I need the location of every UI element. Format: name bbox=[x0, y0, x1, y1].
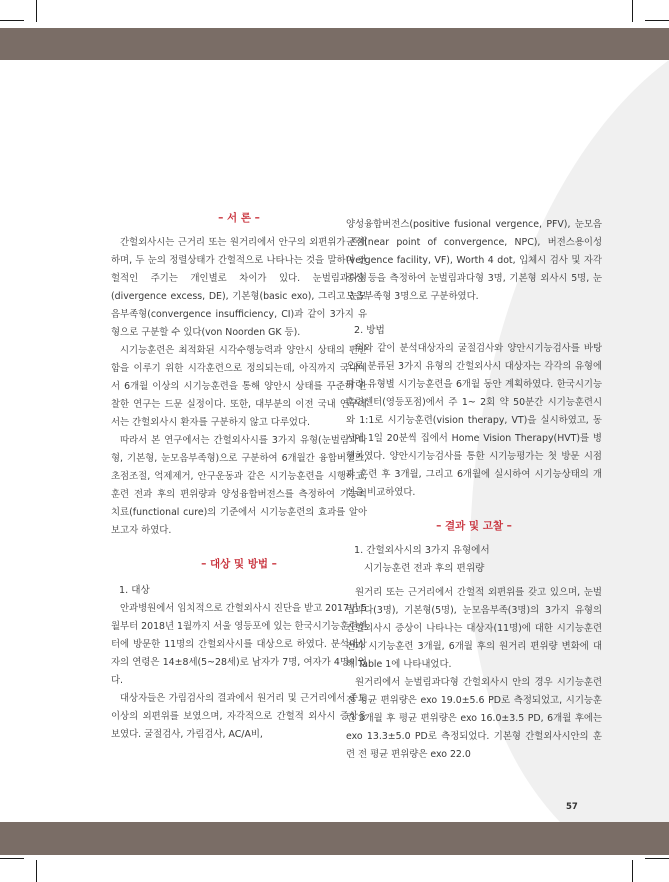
results-subheading bbox=[354, 542, 602, 578]
crop-mark bbox=[632, 860, 633, 882]
crop-mark bbox=[36, 860, 37, 882]
subjects-paragraph-1: 안과병원에서 임치적으로 간헐외사시 진단을 받고 2017년 5월부터 2018년 1월까지 서울 영등포에 있는 한국시기능훈련센터에 방문한 11명의 간헐외사시를 대상으로 하였다. 분석대상자의 연령은 14±8세(5~28세)로 남자가 7명, 여자가 4명이었다. bbox=[111, 603, 367, 686]
results-subheading-line-2: 시기능훈련 전과 후의 편위량 bbox=[364, 563, 485, 574]
crop-mark bbox=[0, 858, 24, 859]
subjects-subheading: 1. 대상 bbox=[119, 585, 150, 596]
intro-paragraph-1: 간헐외사시는 근거리 또는 원거리에서 안구의 외편위가 존재하며, 두 눈의 정렬상태가 간헐적으로 나타나는 것을 말하며 간헐적인 주기는 개인별로 차이가 있다. 눈벌림과다형(divergence excess, DE), 기본형(basic exo), 그리고 눈모음부족형(convergence insufficiency, CI)과 같이 3가지 유형으로 구분할 수 있다(von Noorden GK 등). bbox=[111, 237, 367, 338]
intro-paragraph-2: 시기능훈련은 최적화된 시각수행능력과 양안시 상태의 편안함을 이루기 위한 시각훈련으로 정의되는데, 아직까지 국내에서 6개월 이상의 시기능훈련을 통해 양안시 상태를 꾸준히 관찰한 연구는 드문 실정이다. 또한, 대부분의 이전 국내 연구에서는 간헐외사시 환자를 구분하지 않고 다루었다. bbox=[111, 345, 367, 428]
page-number: 57 bbox=[566, 802, 578, 812]
right-column bbox=[346, 216, 602, 764]
intro-paragraph-3: 따라서 본 연구에서는 간헐외사시를 3가지 유형(눈벌림과다형, 기본형, 눈모음부족형)으로 구분하여 6개월간 융합버전스, 초점조절, 억제제거, 안구운동과 같은 시기능훈련을 시행하고, 훈련 전과 후의 편위량과 양성융합버전스를 측정하여 기능적 치료(functional cure)의 기준에서 시기능훈련의 효과를 알아보고자 하였다. bbox=[111, 435, 367, 536]
results-paragraph-1: 원거리 또는 근거리에서 간헐적 외편위를 갖고 있으며, 눈벌림과다(3명), 기본형(5명), 눈모음부족(3명)의 3가지 유형의 간헐외사시 증상이 나타나는 대상자(11명)에 대한 시기능훈련 전과 시기능훈련 3개월, 6개월 후의 원거리 편위량 변화에 대해 Table 1에 나타내었다. bbox=[346, 587, 602, 670]
results-heading: – 결과 및 고찰 – bbox=[436, 520, 512, 532]
crop-mark bbox=[645, 20, 669, 21]
subjects-paragraph-continued: 양성융합버전스(positive fusional vergence, PFV), 눈모음근점(near point of convergence, NPC), 버전스용이성(vergence facility, VF), Worth 4 dot, 입체시 검사 및 자각증상 등을 측정하여 눈벌림과다형 3명, 기본형 외사시 5명, 눈모음부족형 3명으로 구분하였다. bbox=[346, 219, 602, 302]
results-subheading-line-1: 1. 간헐외사시의 3가지 유형에서 bbox=[354, 545, 490, 556]
bottom-decorative-band bbox=[0, 822, 669, 855]
crop-mark bbox=[0, 20, 24, 21]
method-paragraph: 위와 같이 분석대상자의 굴절검사와 양안시기능검사를 바탕으로 분류된 3가지 유형의 간헐외사시 대상자는 각각의 유형에 따라 유형별 시기능훈련을 6개월 동안 계획하였다. 한국시기능훈련센터(영등포점)에서 주 1~ 2회 약 50분간 시기능훈련시와 1:1로 시기능훈련(vision therapy, VT)을 실시하였고, 동시에 1일 20분씩 집에서 Home Vision Therapy(HVT)를 병행하였다. 양안시기능검사를 통한 시기능평가는 첫 방문 시점과 훈련 후 3개월, 그리고 6개월에 실시하여 시기능상태의 개선을 비교하였다. bbox=[346, 343, 602, 498]
crop-mark bbox=[36, 0, 37, 22]
introduction-heading: – 서 론 – bbox=[218, 212, 260, 224]
top-decorative-band bbox=[0, 28, 669, 60]
left-column bbox=[111, 210, 367, 744]
crop-mark bbox=[632, 0, 633, 22]
method-subheading: 2. 방법 bbox=[354, 325, 385, 336]
subjects-paragraph-2: 대상자들은 가림검사의 결과에서 원거리 및 근거리에서 중도 이상의 외편위를 보였으며, 자각적으로 간헐적 외사시 증상을 보였다. 굴절검사, 가림검사, AC/A비, bbox=[111, 693, 367, 740]
results-paragraph-2: 원거리에서 눈벌림과다형 간헐외사시 안의 경우 시기능훈련 전 평균 편위량은 exo 19.0±5.6 PD로 측정되었고, 시기능훈련 3개월 후 평균 편위량은 exo 16.0±3.5 PD, 6개월 후에는 exo 13.3±5.0 PD로 측정되었다. 기본형 간헐외사시안의 훈련 전 평균 편위량은 exo 22.0 bbox=[346, 677, 602, 760]
methods-heading: – 대상 및 방법 – bbox=[201, 558, 277, 570]
crop-mark bbox=[645, 858, 669, 859]
